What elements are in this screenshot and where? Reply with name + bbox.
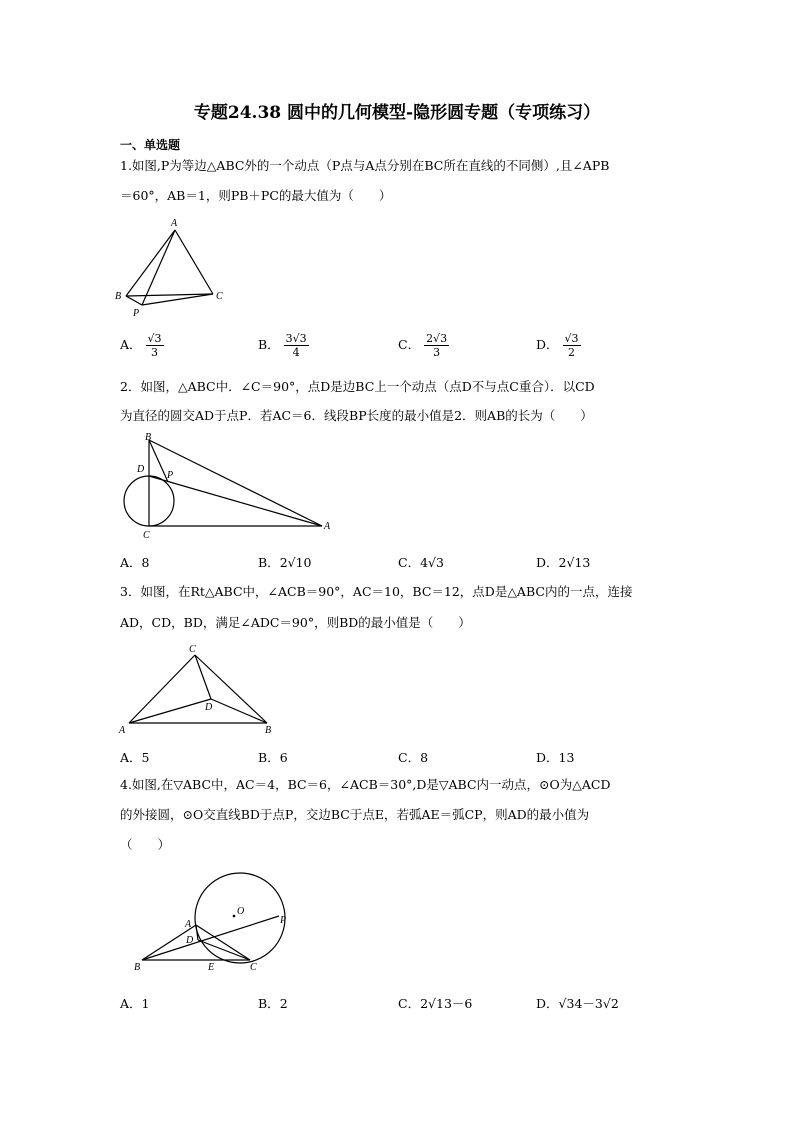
section-heading: 一、单选题 (120, 138, 181, 152)
q3-option-c-text: 8 (420, 750, 429, 765)
q1-option-a (120, 332, 164, 359)
q2-option-b-letter: B． (258, 555, 280, 570)
q4-line-1: 4.如图,在▽ABC中，AC＝4，BC＝6，∠ACB＝30°,D是▽ABC内一动点，⊙O为△ACD (120, 777, 611, 792)
q4-option-b-letter: B． (258, 996, 280, 1011)
q2-option-d (536, 553, 590, 571)
q1-figure (112, 214, 237, 320)
q1-option-a-letter: A． (120, 337, 142, 352)
q2-option-a-text: 8 (141, 555, 150, 570)
q4-option-a (120, 994, 149, 1012)
q1-option-d-den: 2 (568, 346, 576, 359)
q4-label-o: O (237, 906, 245, 917)
q4-option-c-text: 2√13－6 (420, 996, 473, 1011)
q3-label-d: D (205, 702, 213, 713)
q2-label-p: P (167, 470, 174, 481)
q2-label-b: B (145, 432, 152, 443)
q1-line-1: 1.如图,P为等边△ABC外的一个动点（P点与A点分别在BC所在直线的不同侧）,且∠APB (120, 158, 610, 173)
q4-option-d-text: √34－3√2 (558, 996, 619, 1011)
q3-option-c (398, 748, 428, 766)
q4-figure (112, 870, 312, 980)
q1-label-c: C (216, 291, 223, 302)
q4-option-a-text: 1 (141, 996, 150, 1011)
q1-option-b-num: 3√3 (285, 332, 307, 345)
q4-option-c (398, 994, 472, 1012)
q4-label-a: A (185, 919, 192, 930)
q2-label-d: D (137, 464, 145, 475)
q4-label-d: D (186, 935, 194, 946)
q3-option-d-text: 13 (558, 750, 575, 765)
q4-option-c-letter: C． (398, 996, 421, 1011)
q2-option-c (398, 553, 444, 571)
q2-label-a: A (324, 521, 331, 532)
page-title: 专题24.38 圆中的几何模型-隐形圆专题（专项练习） (193, 103, 601, 123)
q3-option-b-letter: B． (258, 750, 280, 765)
q2-option-b-text: 2√10 (279, 555, 312, 570)
q1-option-a-den: 3 (151, 346, 159, 359)
q4-line-3: （ ） (120, 837, 171, 852)
q1-option-c-den: 3 (433, 346, 441, 359)
q3-label-c: C (189, 644, 196, 655)
q1-option-b-letter: B． (258, 337, 280, 352)
q3-option-d (536, 748, 574, 766)
q2-option-b (258, 553, 312, 571)
q4-line-2: 的外接圆，⊙O交直线BD于点P，交边BC于点E，若弧AE＝弧CP，则AD的最小值为 (120, 807, 590, 822)
q1-option-c-letter: C． (398, 337, 421, 352)
q1-option-c-num: 2√3 (426, 332, 448, 345)
q2-figure (112, 428, 342, 542)
q1-label-p: P (133, 308, 140, 319)
q3-option-c-letter: C． (398, 750, 421, 765)
q4-option-d (536, 994, 619, 1012)
q3-label-a: A (119, 725, 126, 736)
q2-option-d-text: 2√13 (558, 555, 591, 570)
q1-option-d-letter: D． (536, 337, 559, 352)
q1-option-d-num: √3 (564, 332, 579, 345)
q3-line-2: AD，CD，BD，满足∠ADC＝90°，则BD的最小值是（ ） (120, 615, 471, 630)
q4-option-d-letter: D． (536, 996, 559, 1011)
q3-label-b: B (265, 725, 272, 736)
q3-line-1: 3．如图，在Rt△ABC中，∠ACB＝90°，AC＝10，BC＝12，点D是△ABC内的一点，连接 (120, 584, 633, 599)
q2-option-c-letter: C． (398, 555, 421, 570)
q3-figure (112, 638, 282, 738)
q2-option-d-letter: D． (536, 555, 559, 570)
q2-line-1: 2．如图，△ABC中．∠C＝90°，点D是边BC上一个动点（点D不与点C重合）．以CD (120, 379, 595, 394)
q2-line-2: 为直径的圆交AD于点P．若AC＝6．线段BP长度的最小值是2．则AB的长为（ ） (120, 408, 593, 423)
q4-label-c: C (250, 962, 257, 973)
q1-option-d (536, 332, 581, 359)
q1-label-a: A (171, 218, 178, 229)
q4-label-p: P (280, 915, 287, 926)
q3-option-b-text: 6 (279, 750, 288, 765)
q4-label-e: E (208, 962, 215, 973)
q2-option-a (120, 553, 149, 571)
q4-label-b: B (134, 962, 141, 973)
q4-option-b-text: 2 (279, 996, 288, 1011)
q1-option-a-num: √3 (147, 332, 162, 345)
q3-option-a-letter: A． (120, 750, 142, 765)
q3-option-b (258, 748, 288, 766)
q1-label-b: B (115, 291, 122, 302)
q1-line-2: ＝60°，AB＝1，则PB＋PC的最大值为（ ） (120, 188, 392, 203)
q1-option-b (258, 332, 309, 359)
q4-option-b (258, 994, 288, 1012)
q2-label-c: C (143, 530, 150, 541)
q3-option-d-letter: D． (536, 750, 559, 765)
q2-option-c-text: 4√3 (420, 555, 444, 570)
q3-option-a-text: 5 (141, 750, 150, 765)
q3-option-a (120, 748, 149, 766)
q4-option-a-letter: A． (120, 996, 142, 1011)
q1-option-b-den: 4 (292, 346, 300, 359)
q1-option-c (398, 332, 449, 359)
q4-center-dot (233, 915, 236, 918)
q2-option-a-letter: A． (120, 555, 142, 570)
